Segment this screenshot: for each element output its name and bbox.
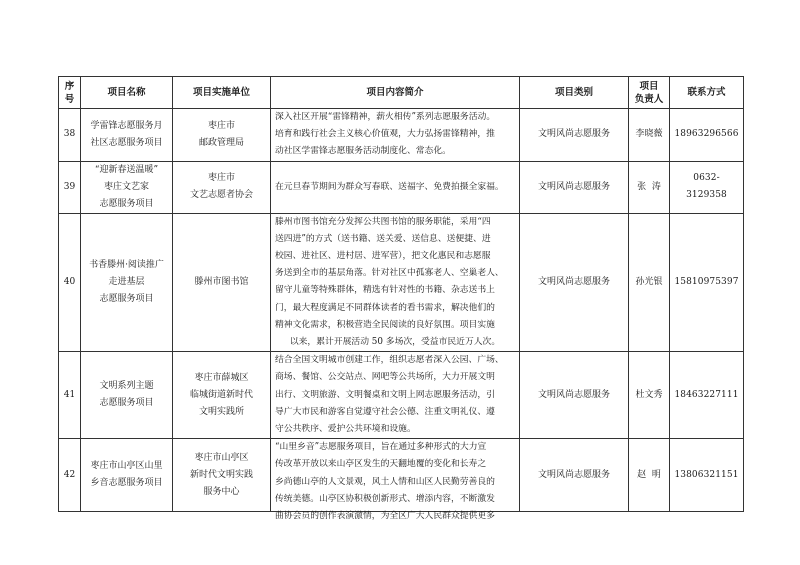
row-unit-line: 服务中心 xyxy=(203,486,240,497)
row-unit-line: 滕州市图书馆 xyxy=(194,276,249,287)
row-unit-line: 邮政管理局 xyxy=(198,137,244,148)
row-category: 文明风尚志愿服务 xyxy=(520,213,629,352)
row-content-line: 精神文化需求，积极营造全民阅读的良好氛围。项目实施 xyxy=(275,319,495,330)
row-name xyxy=(81,213,173,352)
row-unit xyxy=(173,439,271,512)
row-unit-line: 文艺志愿者协会 xyxy=(189,190,253,201)
header-category: 项目类别 xyxy=(520,77,629,109)
row-name-line: 走进基层 xyxy=(108,276,145,287)
row-person: 孙光银 xyxy=(629,213,670,352)
row-unit-line: 新时代文明实践 xyxy=(189,469,253,480)
row-contact: 13806321151 xyxy=(670,439,744,512)
row-unit xyxy=(173,161,271,213)
row-name-line: 学雷锋志愿服务月 xyxy=(90,120,163,131)
row-name-line: 书香滕州·阅读推广 xyxy=(89,259,164,270)
row-category: 文明风尚志愿服务 xyxy=(520,161,629,213)
document-page xyxy=(58,76,743,522)
row-name xyxy=(81,439,173,512)
row-content-line: 出行、文明旅游、文明餐桌和文明上网志愿服务活动，引 xyxy=(275,389,495,400)
row-category: 文明风尚志愿服务 xyxy=(520,439,629,512)
row-person: 赵 明 xyxy=(629,439,670,512)
row-person: 杜文秀 xyxy=(629,352,670,439)
volunteer-project-table xyxy=(58,76,744,522)
row-content-line: 曲协会员的创作表演激情，为全区广大人民群众提供更多 xyxy=(275,511,495,522)
row-unit xyxy=(173,109,271,162)
table-row xyxy=(59,213,744,352)
row-unit-line: 临城街道新时代 xyxy=(189,389,253,400)
row-content-line: 滕州市图书馆充分发挥公共图书馆的服务职能，采用“四 xyxy=(275,216,491,227)
row-seq: 38 xyxy=(59,109,81,162)
row-content-line: 培育和践行社会主义核心价值观，大力弘扬雷锋精神，推 xyxy=(275,129,495,140)
table-header-row xyxy=(59,77,744,109)
row-content xyxy=(271,213,520,352)
row-content-line: 乡尚德山亭的人文景观，风土人情和山区人民勤劳善良的 xyxy=(275,476,495,487)
row-content-line: 守公共秩序、爱护公共环境和设施。 xyxy=(275,424,416,435)
row-unit-line: 枣庄市山亭区 xyxy=(194,452,249,463)
row-name-line: 乡音志愿服务项目 xyxy=(90,478,163,489)
header-contact: 联系方式 xyxy=(670,77,744,109)
row-content xyxy=(271,109,520,162)
row-content-clip xyxy=(275,439,515,522)
row-contact: 15810975397 xyxy=(670,213,744,352)
row-content xyxy=(271,439,520,522)
row-content-line: 深入社区开展“雷锋精神，薪火相传”系列志愿服务活动。 xyxy=(275,112,496,122)
row-person: 张 涛 xyxy=(629,161,670,213)
row-unit xyxy=(173,213,271,352)
header-person-line2: 负责人 xyxy=(634,93,664,105)
row-unit-line: 枣庄市 xyxy=(207,173,235,184)
row-name-line: 枣庄文艺家 xyxy=(103,181,149,192)
table-row xyxy=(59,439,744,512)
row-seq: 39 xyxy=(59,161,81,213)
row-content-line: 校园、进社区、进村居、进军营），把文化惠民和志愿服 xyxy=(275,251,491,262)
header-seq: 序号 xyxy=(59,77,81,109)
header-unit: 项目实施单位 xyxy=(173,77,271,109)
row-unit xyxy=(173,352,271,439)
row-content-line: 送四进”的方式（送书籍、送关爱、送信息、送便捷、进 xyxy=(275,233,491,244)
row-content-line: 动社区学雷锋志愿服务活动制度化、常态化。 xyxy=(275,146,451,157)
table-row xyxy=(59,161,744,213)
row-seq: 42 xyxy=(59,439,81,512)
header-name: 项目名称 xyxy=(81,77,173,109)
row-seq: 40 xyxy=(59,213,81,352)
row-name-line: 社区志愿服务项目 xyxy=(90,137,163,148)
row-name xyxy=(81,352,173,439)
row-unit-line: 枣庄市 xyxy=(207,120,235,131)
row-person: 李晓薇 xyxy=(629,109,670,162)
header-person-line1: 项目 xyxy=(639,80,659,92)
table-row xyxy=(59,109,744,162)
header-person xyxy=(629,77,670,109)
row-name-line: “迎新春送温暖” xyxy=(94,164,159,175)
row-content-line: 传统美德。山亭区协积极创新形式、增添内容，不断激发 xyxy=(275,493,495,504)
row-category: 文明风尚志愿服务 xyxy=(520,352,629,439)
row-unit-line: 文明实践所 xyxy=(198,406,244,417)
row-name-line: 志愿服务项目 xyxy=(99,198,154,209)
row-name xyxy=(81,109,173,162)
row-content-line: 留守儿童等特殊群体，精选有针对性的书籍、杂志送书上 xyxy=(275,285,495,296)
row-name-line: 文明系列主题 xyxy=(99,381,154,392)
row-content-line: 结合全国文明城市创建工作，组织志愿者深入公园、广场、 xyxy=(275,355,504,366)
row-name-line: 志愿服务项目 xyxy=(99,398,154,409)
row-content-line: 门，最大程度满足不同群体读者的看书需求，解决他们的 xyxy=(275,302,495,313)
row-unit-line: 枣庄市薛城区 xyxy=(194,372,249,383)
row-category: 文明风尚志愿服务 xyxy=(520,109,629,162)
row-content-line: 在元旦春节期间为群众写春联、送福字、免费拍摄全家福。 xyxy=(275,181,504,192)
table-row xyxy=(59,352,744,439)
row-name-line: 枣庄市山亭区山里 xyxy=(90,461,163,472)
row-contact: 18463227111 xyxy=(670,352,744,439)
row-content xyxy=(271,161,520,213)
row-content-line: 商场、餐馆、公交站点、网吧等公共场所，大力开展文明 xyxy=(275,372,495,383)
row-seq: 41 xyxy=(59,352,81,439)
row-content-line: 传改革开放以来山亭区发生的天翻地覆的变化和长寿之 xyxy=(275,459,487,470)
row-contact: 18963296566 xyxy=(670,109,744,162)
row-content-line: “山里乡音”志愿服务项目，旨在通过多种形式的大力宣 xyxy=(275,442,487,453)
header-content: 项目内容简介 xyxy=(271,77,520,109)
row-name-line: 志愿服务项目 xyxy=(99,293,154,304)
row-contact: 0632-3129358 xyxy=(670,161,744,213)
row-content-line: 以来，累计开展活动 50 多场次，受益市民近万人次。 xyxy=(289,337,501,348)
row-name xyxy=(81,161,173,213)
row-content xyxy=(271,352,520,439)
row-content-line: 务送到全市的基层角落。针对社区中孤寡老人、空巢老人、 xyxy=(275,268,504,279)
row-content-line: 导广大市民和游客自觉遵守社会公德、注重文明礼仪、遵 xyxy=(275,406,495,417)
